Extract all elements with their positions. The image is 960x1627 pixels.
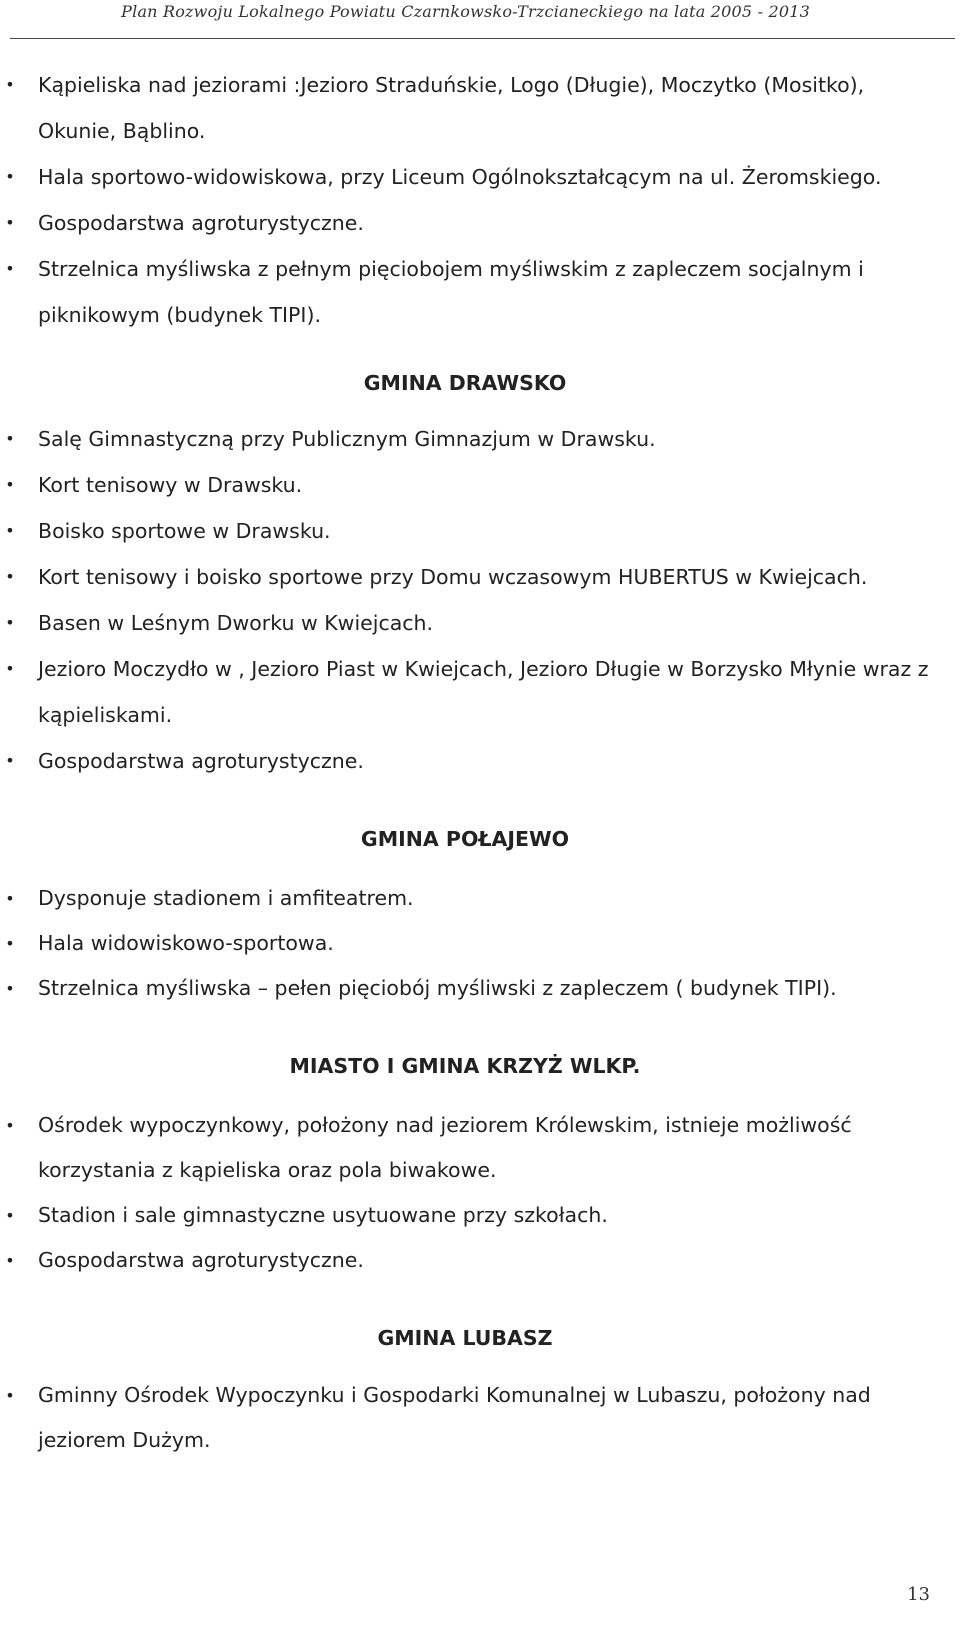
- bullet-icon: •: [5, 659, 15, 678]
- bullet-icon: •: [5, 613, 15, 632]
- bullet-icon: •: [5, 1116, 15, 1135]
- bullet-icon: •: [5, 1386, 15, 1405]
- intro-list: [0, 62, 960, 338]
- header-rule: [10, 38, 955, 39]
- krzyz-section: [0, 1043, 960, 1283]
- bullet-icon: •: [5, 979, 15, 998]
- list-item-text: Dysponuje stadionem i amfiteatrem.: [38, 886, 414, 910]
- list-item: [0, 876, 960, 921]
- document-title: Plan Rozwoju Lokalnego Powiatu Czarnkowsko-Trzcianeckiego na lata 2005 - 2013: [121, 2, 810, 21]
- list-item-text: Hala sportowo-widowiskowa, przy Liceum Ogólnokształcącym na ul. Żeromskiego.: [38, 165, 882, 189]
- bullet-icon: •: [5, 259, 15, 278]
- lubasz-list: [0, 1373, 960, 1463]
- list-item-text: Kort tenisowy w Drawsku.: [38, 473, 303, 497]
- section-heading-polajewo: GMINA POŁAJEWO: [360, 827, 570, 851]
- polajewo-section: [0, 816, 960, 1011]
- list-item: [0, 738, 960, 784]
- bullet-icon: •: [5, 567, 15, 586]
- list-item-text: Gospodarstwa agroturystyczne.: [38, 211, 364, 235]
- page-number: 13: [907, 1584, 930, 1605]
- section-heading-drawsko: GMINA DRAWSKO: [363, 371, 567, 395]
- list-item: [0, 416, 960, 462]
- bullet-icon: •: [5, 167, 15, 186]
- list-item-text: Ośrodek wypoczynkowy, położony nad jeziorem Królewskim, istnieje możliwość korzystania z kąpieliska oraz pola biwakowe.: [38, 1113, 852, 1182]
- drawsko-section: [0, 360, 960, 784]
- list-item-text: Strzelnica myśliwska – pełen pięciobój myśliwski z zapleczem ( budynek TIPI).: [38, 976, 837, 1000]
- document-body: [0, 62, 960, 1463]
- list-item-text: Gospodarstwa agroturystyczne.: [38, 1248, 364, 1272]
- list-item: [0, 462, 960, 508]
- list-item: [0, 508, 960, 554]
- list-item: [0, 62, 960, 154]
- list-item-text: Basen w Leśnym Dworku w Kwiejcach.: [38, 611, 434, 635]
- krzyz-list: [0, 1103, 960, 1283]
- list-item: [0, 1193, 960, 1238]
- list-item-text: Strzelnica myśliwska z pełnym pięciobojem myśliwskim z zapleczem socjalnym i piknikowym (budynek TIPI).: [38, 257, 864, 327]
- bullet-icon: •: [5, 889, 15, 908]
- section-heading-krzyz: MIASTO I GMINA KRZYŻ WLKP.: [289, 1054, 641, 1078]
- list-item: [0, 246, 960, 338]
- list-item-text: Gminny Ośrodek Wypoczynku i Gospodarki Komunalnej w Lubaszu, położony nad jeziorem Dużym.: [38, 1383, 871, 1452]
- list-item-text: Boisko sportowe w Drawsku.: [38, 519, 331, 543]
- list-item-text: Hala widowiskowo-sportowa.: [38, 931, 334, 955]
- list-item-text: Stadion i sale gimnastyczne usytuowane przy szkołach.: [38, 1203, 608, 1227]
- intro-section: [0, 62, 960, 338]
- list-item: [0, 646, 960, 738]
- bullet-icon: •: [5, 1206, 15, 1225]
- list-item: [0, 200, 960, 246]
- list-item-text: Kort tenisowy i boisko sportowe przy Domu wczasowym HUBERTUS w Kwiejcach.: [38, 565, 868, 589]
- bullet-icon: •: [5, 934, 15, 953]
- list-item-text: Kąpieliska nad jeziorami :Jezioro Straduńskie, Logo (Długie), Moczytko (Mositko), Okunie, Bąblino.: [38, 73, 865, 143]
- list-item-text: Jezioro Moczydło w , Jezioro Piast w Kwiejcach, Jezioro Długie w Borzysko Młynie wraz z kąpieliskami.: [38, 657, 929, 727]
- list-item: [0, 600, 960, 646]
- bullet-icon: •: [5, 75, 15, 94]
- list-item-text: Salę Gimnastyczną przy Publicznym Gimnazjum w Drawsku.: [38, 427, 656, 451]
- list-item: [0, 1238, 960, 1283]
- bullet-icon: •: [5, 475, 15, 494]
- list-item: [0, 966, 960, 1011]
- list-item: [0, 154, 960, 200]
- bullet-icon: •: [5, 1251, 15, 1270]
- bullet-icon: •: [5, 429, 15, 448]
- list-item: [0, 921, 960, 966]
- page-header: [0, 0, 960, 42]
- list-item: [0, 1373, 960, 1463]
- list-item: [0, 554, 960, 600]
- bullet-icon: •: [5, 213, 15, 232]
- drawsko-list: [0, 416, 960, 784]
- polajewo-list: [0, 876, 960, 1011]
- lubasz-section: [0, 1315, 960, 1463]
- list-item-text: Gospodarstwa agroturystyczne.: [38, 749, 364, 773]
- bullet-icon: •: [5, 751, 15, 770]
- section-heading-lubasz: GMINA LUBASZ: [377, 1326, 553, 1350]
- bullet-icon: •: [5, 521, 15, 540]
- list-item: [0, 1103, 960, 1193]
